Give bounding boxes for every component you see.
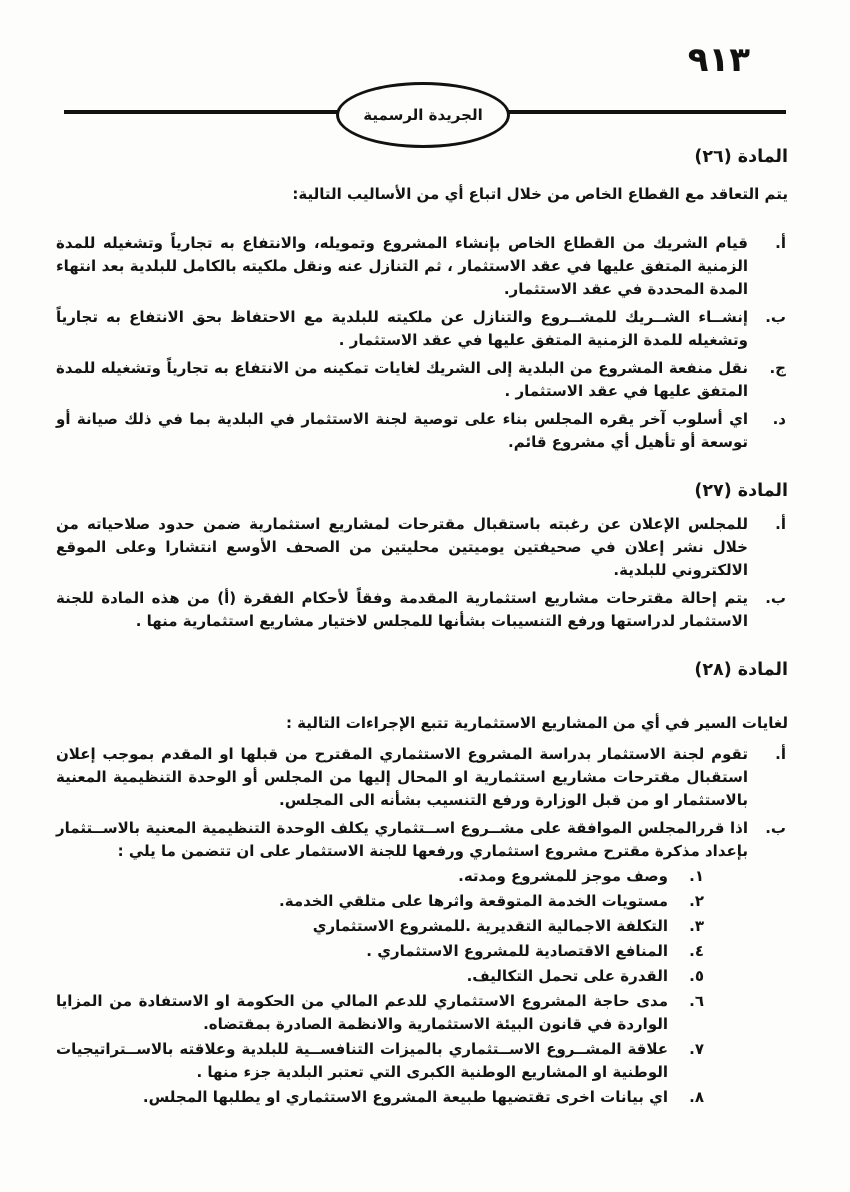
item-marker: ب. bbox=[765, 819, 786, 837]
article-28-title: المادة (٢٨) bbox=[694, 660, 788, 680]
sub-item-text: وصف موجز للمشروع ومدته. bbox=[458, 867, 668, 885]
article-26 bbox=[56, 146, 788, 454]
sub-list-item bbox=[56, 940, 748, 963]
item-marker: أ. bbox=[775, 234, 786, 252]
article-27-title: المادة (٢٧) bbox=[694, 481, 788, 501]
article-26-intro: يتم التعاقد مع القطاع الخاص من خلال اتباع أي من الأساليب التالية: bbox=[292, 185, 788, 203]
item-text: اذا قررالمجلس الموافقة على مشــروع اســتثماري يكلف الوحدة التنظيمية المعنية بالاســتثمار بإعداد مذكرة مقترح مشروع استثماري ورفعها للجنة الاستثمار على ان تتضمن ما يلي : bbox=[56, 819, 748, 860]
article-26-list bbox=[56, 232, 788, 454]
item-text: يتم إحالة مقترحات مشاريع استثمارية المقدمة وفقاً لأحكام الفقرة (أ) من هذه المادة للجنة الاستثمار لدراستها ورفع التنسيبات بشأنها للمجلس لاختيار مشاريع استثمارية منها . bbox=[56, 589, 748, 630]
list-item bbox=[56, 743, 788, 812]
list-item bbox=[56, 817, 788, 1109]
item-marker: ب. bbox=[765, 589, 786, 607]
sub-item-marker: ٥. bbox=[689, 967, 704, 985]
sub-list-item bbox=[56, 915, 748, 938]
list-item bbox=[56, 357, 788, 403]
sub-item-text: التكلفة الاجمالية التقديرية .للمشروع الاستثماري bbox=[312, 917, 668, 935]
sub-item-marker: ١. bbox=[689, 867, 704, 885]
article-28-intro: لغايات السير في أي من المشاريع الاستثمارية تتبع الإجراءات التالية : bbox=[285, 714, 788, 732]
item-marker: أ. bbox=[775, 745, 786, 763]
article-26-title: المادة (٢٦) bbox=[694, 147, 788, 167]
sub-item-marker: ٧. bbox=[689, 1040, 704, 1058]
document-body bbox=[56, 146, 788, 1135]
sub-list-item bbox=[56, 1038, 748, 1084]
article-27 bbox=[56, 480, 788, 633]
list-item bbox=[56, 232, 788, 301]
gazette-header bbox=[0, 82, 850, 146]
list-item bbox=[56, 306, 788, 352]
list-item bbox=[56, 408, 788, 454]
item-text: تقوم لجنة الاستثمار بدراسة المشروع الاستثماري المقترح من قبلها او المقدم بموجب إعلان استقبال مقترحات مشاريع استثمارية او المحال إليها من المجلس أو الوحدة التنظيمية المعنية بالاستثمار او من قبل الوزارة ورفع التنسيب بشأنه الى المجلس. bbox=[56, 745, 748, 809]
sub-item-text: القدرة على تحمل التكاليف. bbox=[466, 967, 668, 985]
list-item bbox=[56, 587, 788, 633]
item-marker: ب. bbox=[765, 308, 786, 326]
sub-item-text: المنافع الاقتصادية للمشروع الاستثماري . bbox=[366, 942, 668, 960]
article-28 bbox=[56, 659, 788, 1109]
article-27-list bbox=[56, 513, 788, 633]
sub-item-marker: ٣. bbox=[689, 917, 704, 935]
item-text: اي أسلوب آخر يقره المجلس بناء على توصية لجنة الاستثمار في البلدية بما في ذلك صيانة أو توسعة أو تأهيل أي مشروع قائم. bbox=[56, 410, 748, 451]
item-marker: د. bbox=[772, 410, 786, 428]
sub-list-item bbox=[56, 965, 748, 988]
sub-list-item bbox=[56, 890, 748, 913]
sub-list-item bbox=[56, 990, 748, 1036]
item-text: قيام الشريك من القطاع الخاص بإنشاء المشروع وتمويله، والانتفاع به تجارياً وتشغيله للمدة الزمنية المتفق عليها في عقد الاستثمار ، ثم التنازل عنه ونقل ملكيته بالكامل للبلدية بعد انتهاء المدة المحددة في عقد الاستثمار. bbox=[56, 234, 748, 298]
sub-item-text: علاقة المشــروع الاســتثماري بالميزات التنافســية للبلدية وعلاقته بالاســتراتيجيات الوطنية او المشاريع الوطنية الكبرى التي تعتبر البلدية جزء منها . bbox=[56, 1040, 668, 1081]
sub-item-marker: ٤. bbox=[689, 942, 704, 960]
list-item bbox=[56, 513, 788, 582]
item-text: للمجلس الإعلان عن رغبته باستقبال مقترحات لمشاريع استثمارية ضمن حدود صلاحياته من خلال نشر إعلان في صحيفتين يوميتين محليتين من الصحف الأوسع انتشارا وعلى الموقع الالكتروني للبلدية. bbox=[56, 515, 748, 579]
sub-item-marker: ٨. bbox=[689, 1088, 704, 1106]
sub-list-item bbox=[56, 865, 748, 888]
sub-item-text: اي بيانات اخرى تقتضيها طبيعة المشروع الاستثماري او يطلبها المجلس. bbox=[142, 1088, 668, 1106]
item-marker: ج. bbox=[769, 359, 786, 377]
memo-requirements-list bbox=[56, 865, 748, 1109]
sub-item-marker: ٢. bbox=[689, 892, 704, 910]
sub-item-marker: ٦. bbox=[689, 992, 704, 1010]
sub-item-text: مستويات الخدمة المتوقعة واثرها على متلقي الخدمة. bbox=[279, 892, 668, 910]
gazette-oval bbox=[336, 82, 510, 148]
sub-item-text: مدى حاجة المشروع الاستثماري للدعم المالي من الحكومة او الاستفادة من المزايا الواردة في قانون البيئة الاستثمارية والانظمة الصادرة بمقتضاه. bbox=[56, 992, 668, 1033]
item-text: إنشــاء الشــريك للمشــروع والتنازل عن ملكيته للبلدية مع الاحتفاظ بحق الانتفاع به تجارياً وتشغيله للمدة الزمنية المتفق عليها في عقد الاستثمار . bbox=[56, 308, 748, 349]
sub-list-item bbox=[56, 1086, 748, 1109]
gazette-title: الجريدة الرسمية bbox=[363, 106, 483, 124]
item-marker: أ. bbox=[775, 515, 786, 533]
article-28-list bbox=[56, 743, 788, 1109]
item-text: نقل منفعة المشروع من البلدية إلى الشريك لغايات تمكينه من الانتفاع به تجارياً وتشغيله للمدة المتفق عليها في عقد الاستثمار . bbox=[56, 359, 748, 400]
page-number: ٩١٣ bbox=[687, 40, 750, 80]
